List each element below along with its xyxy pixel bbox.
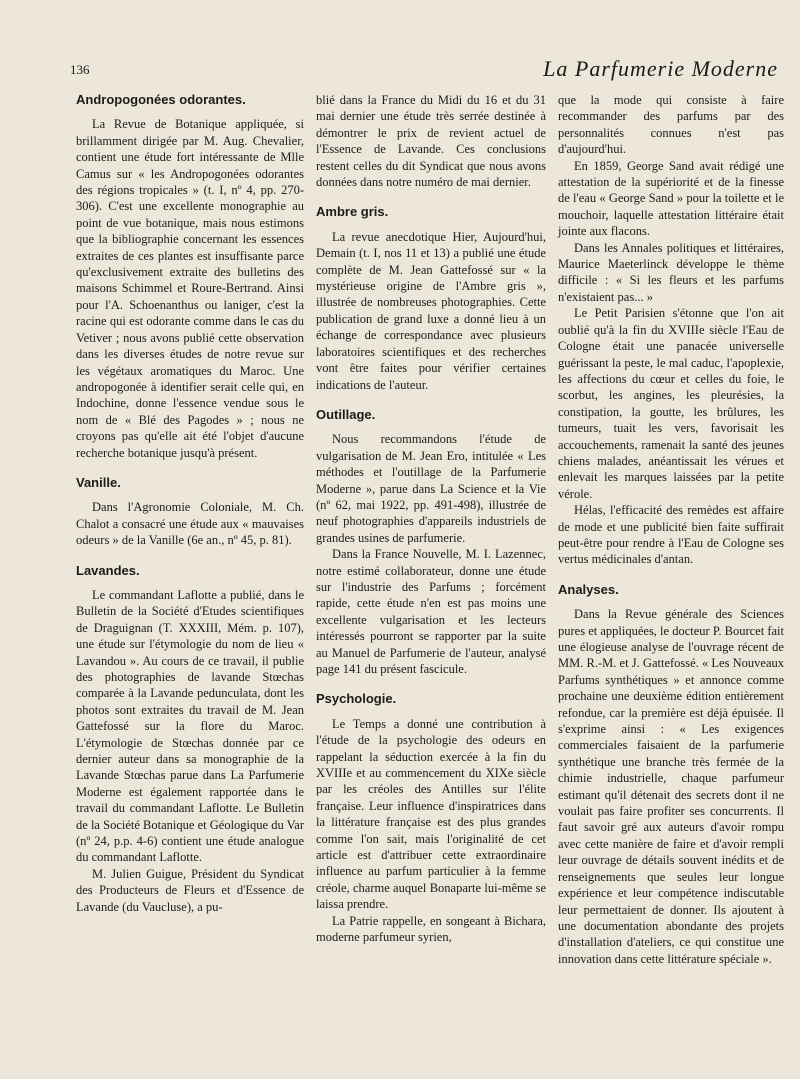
paragraph: que la mode qui consiste à faire recommander des parfums par des personnalités connues n'est pas d'aujourd'hui.	[558, 93, 784, 157]
section-heading: Vanille.	[76, 474, 121, 490]
column-1	[76, 92, 304, 915]
paragraph: blié dans la France du Midi du 16 et du 31 mai dernier une étude très serrée destinée à démontrer le prix de revient actuel de l'Essence de Lavande. Ces conclusions restent celles du dit Syndicat que nous avons données dans notre numéro de mai dernier.	[316, 93, 546, 190]
section-heading: Analyses.	[558, 581, 619, 597]
paragraph: M. Julien Guigue, Président du Syndicat des Producteurs de Fleurs et d'Essence de Lavande (du Vaucluse), a pu-	[76, 866, 304, 914]
column-3	[558, 92, 784, 967]
paragraph: Dans l'Agronomie Coloniale, M. Ch. Chalot a consacré une étude aux « mauvaises odeurs » de la Vanille (6e an., nº 45, p. 81).	[76, 500, 304, 548]
paragraph: Nous recommandons l'étude de vulgarisation de M. Jean Ero, intitulée « Les méthodes et l'outillage de la Parfumerie Moderne », parue dans La Science et la Vie (nº 62, mai 1922, pp. 491-498), illustrée de neuf photographies d'appareils industriels de grandes usines de parfumerie.	[316, 432, 546, 545]
column-2	[316, 92, 546, 946]
paragraph: La Patrie rappelle, en songeant à Bichara, moderne parfumeur syrien,	[316, 913, 546, 945]
paragraph: La Revue de Botanique appliquée, si brillamment dirigée par M. Aug. Chevalier, contient une étude fort intéressante de Mlle Camus sur « les Andropogonées odorantes des régions tropicales » (t. I, nº 4, pp. 270-306). C'est une excellente monographie au point de vue botanique, mais nous estimons que la bibliographie concernant les essences extraites de ces plantes est insuffisante parce qu'exclusivement extraite des bulletins des maisons Schimmel et Roure-Bertrand. Ainsi pour l'A. Schoenanthus ou laniger, c'est la racine qui est odorante comme dans le cas du Vetiver ; nous avons publié cette observation dans les diverses études de notre revue sur les végétaux aromatiques du Maroc. Une andropogonée à identifier serait celle qui, en Indochine, donne l'essence vendue sous le nom de « Blé des Pagodes » ; nous ne croyons pas qu'elle ait été l'objet d'aucune recherche botanique jusqu'à présent.	[76, 117, 304, 460]
paragraph: Dans la Revue générale des Sciences pures et appliquées, le docteur P. Bourcet fait une élogieuse analyse de l'ouvrage récent de MM. R.-M. et J. Gattefossé. « Les Nouveaux Parfums synthétiques » et annonce comme prochaine une deuxième édition entièrement refondue, car la première est déjà épuisée. Il s'exprime ainsi : « Les exigences commerciales faisaient de la parfumerie synthétique une branche très fermée de la chimie industrielle, chaque parfumeur estimant qu'il détenait des secrets dont il ne voulait pas faire profiter ses concurrents. Il faut savoir gré aux auteurs d'avoir rompu avec cette manière de faire et d'avoir rempli leur ouvrage de détails souvent inédits et de renseignements que seules leur longue expérience et leur compétence indiscutable leur permettaient de donner. Ils ajoutent à une documentation abondante des projets d'installation d'ateliers, ce qui constitue une innovation dans cette littérature spéciale ».	[558, 607, 784, 966]
paragraph: Le commandant Laflotte a publié, dans le Bulletin de la Société d'Etudes scientifiques de Draguignan (T. XXXIII, Mém. p. 107), une étude sur l'étymologie du nom de lieu « Lavandou ». Au cours de ce travail, il publie des photographies de lavande Stœchas comparée à la Lavande pedunculata, dont les photos sont extraites du travail de M. Jean Gattefossé sur la flore du Maroc. L'étymologie de Stœchas donnée par ce dernier auteur dans sa monographie de la Lavande Stœchas parue dans La Parfumerie Moderne est également rapportée dans le travail du commandant Laflotte. Le Bulletin de la Société Botanique et Géologique du Var (nº 24, p.p. 4-6) contient une étude analogue du commandant Laflotte.	[76, 587, 304, 865]
paragraph: En 1859, George Sand avait rédigé une attestation de la supériorité et de la finesse de l'eau « George Sand » pour la toilette et le mouchoir, laquelle attestation littéraire était jointe aux flacons.	[558, 158, 784, 239]
section-heading: Andropogonées odorantes.	[76, 92, 246, 107]
section-heading: Psychologie.	[316, 691, 397, 707]
paragraph: Le Petit Parisien s'étonne que l'on ait oublié qu'à la fin du XVIIIe siècle l'Eau de Cologne était une panacée universelle guérissant la peste, le mal caduc, l'apoplexie, les affections du cœur et celles du foie, le scorbut, les angines, les pleurésies, la constipation, la goutte, les brûlures, les tumeurs, tuait les vers, favorisait les accouchements, ramenait la santé des jeunes chiens malades, anéantissait les vérues et enlevait les marques laissées par la petite vérole.	[558, 306, 784, 501]
page-number: 136	[70, 62, 90, 77]
paragraph: Dans la France Nouvelle, M. I. Lazennec, notre estimé collaborateur, donne une étude sur l'industrie des Parfums ; forcément rapide, cette étude n'en est pas moins une excellente vulgarisation et les lecteurs intéressés pourront se rapporter par la suite au Manuel de Parfumerie de l'auteur, analysé page 141 du présent fascicule.	[316, 547, 546, 676]
paragraph: La revue anecdotique Hier, Aujourd'hui, Demain (t. I, nos 11 et 13) a publié une étude complète de M. Jean Gattefossé sur « la mystérieuse origine de l'Ambre gris », illustrée de nombreuses photographies. Cette publication de grand luxe a donné lieu à un échange de correspondance avec plusieurs laboratoires scientifiques et des recherches vont être faites pour vérifier certaines indications de l'auteur.	[316, 229, 546, 392]
paragraph: Hélas, l'efficacité des remèdes est affaire de mode et une publicité bien faite suffirait peut-être pour rendre à l'Eau de Cologne ses vertus médicinales d'antan.	[558, 503, 784, 567]
paragraph: Dans les Annales politiques et littéraires, Maurice Maeterlinck développe le thème difficile : « Si les fleurs et les parfums n'existaient pas... »	[558, 240, 784, 304]
journal-title: La Parfumerie Moderne	[543, 56, 778, 81]
section-heading: Lavandes.	[76, 562, 140, 578]
paragraph: Le Temps a donné une contribution à l'étude de la psychologie des odeurs en rappelant la séduction exercée à la fin du XVIIIe et au commencement du XIXe siècle par les créoles des Antilles sur l'élite française. Leur influence d'inspiratrices dans la littérature française est des plus grandes comme l'on sait, mais l'originalité de cet article est d'attribuer cette extraordinaire influence au parfum particulier à la femme créole, charme auquel Bonaparte lui-même se laissa prendre.	[316, 716, 546, 912]
section-heading: Ambre gris.	[316, 204, 389, 220]
section-heading: Outillage.	[316, 406, 376, 422]
